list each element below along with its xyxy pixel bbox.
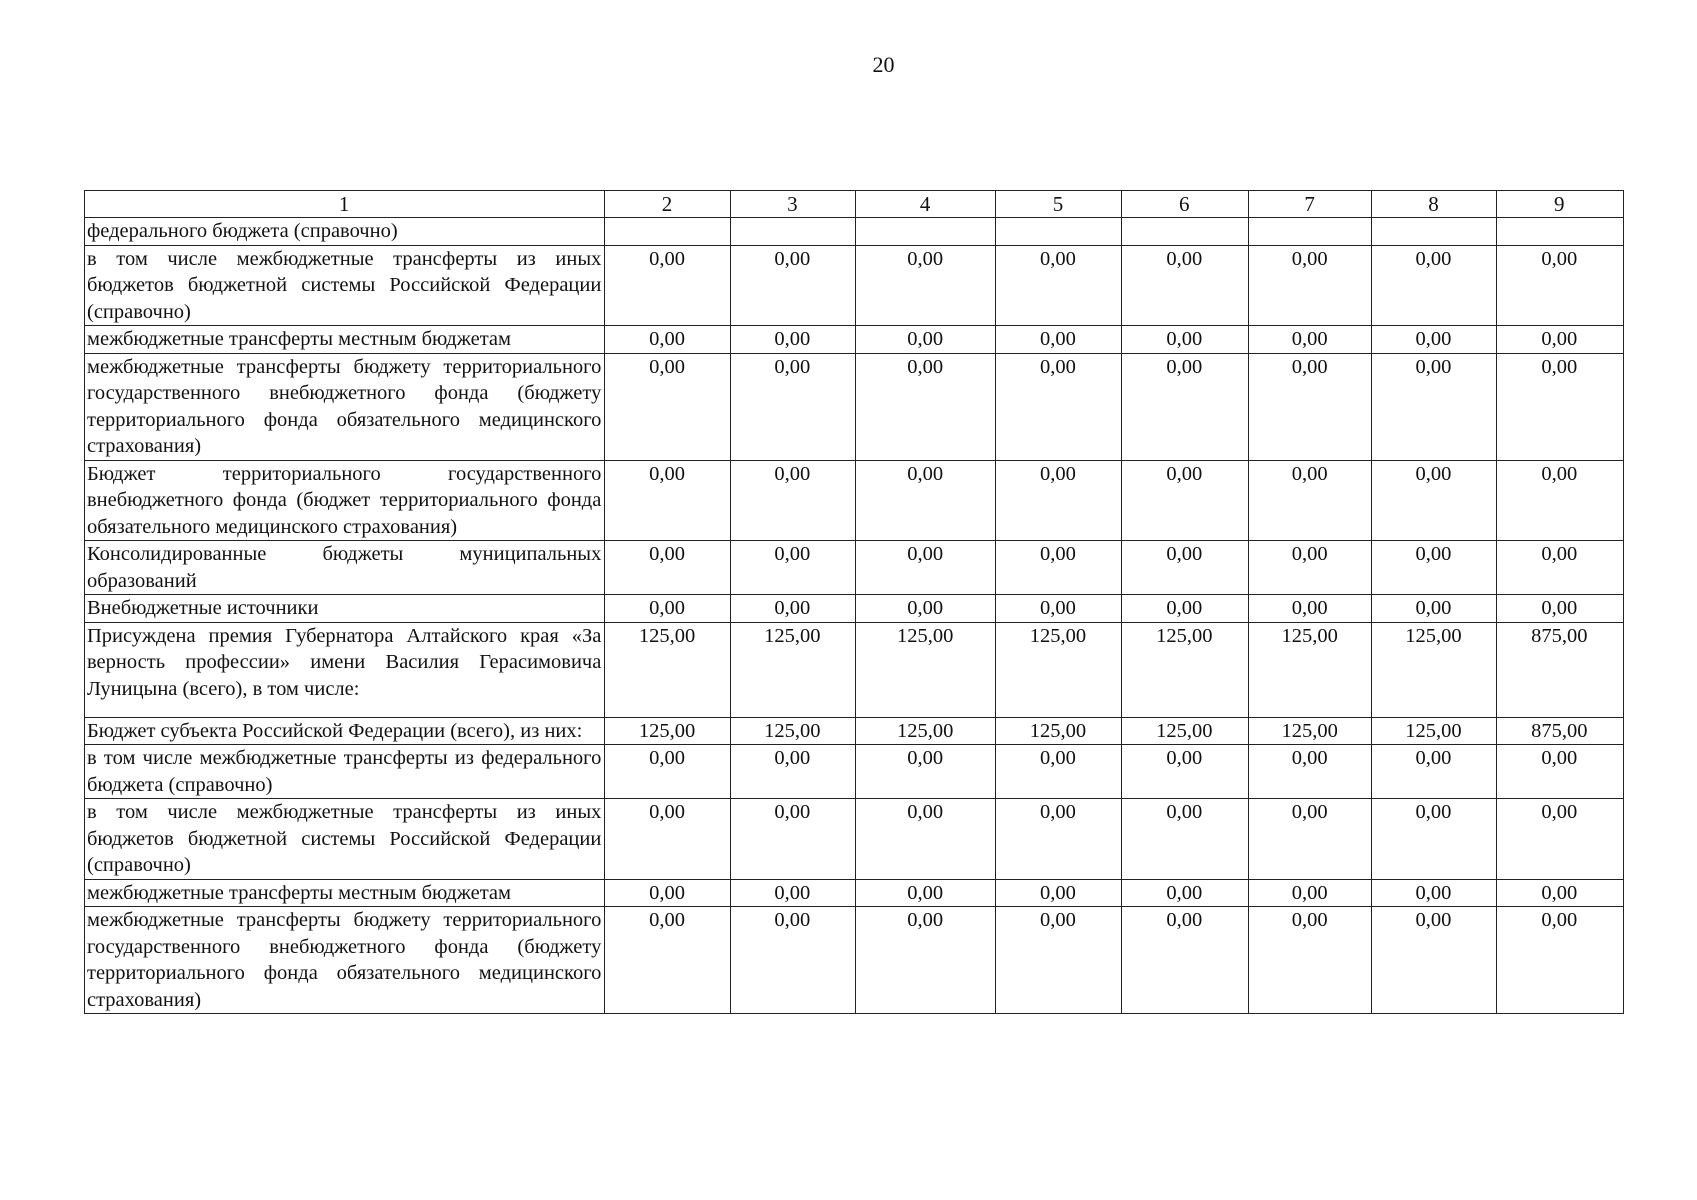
cell-value: 125,00 xyxy=(855,717,995,745)
cell-value: 0,00 xyxy=(1121,541,1248,595)
cell-value: 0,00 xyxy=(1121,326,1248,354)
cell-value: 0,00 xyxy=(1121,907,1248,1014)
cell-value: 0,00 xyxy=(996,879,1121,907)
row-label: Бюджет территориального государственного внебюджетного фонда (бюджет территориального фонда обязательного медицинского страхования) xyxy=(85,460,605,541)
cell-value: 0,00 xyxy=(855,595,995,623)
row-label: Присуждена премия Губернатора Алтайского края «За верность профессии» имени Василия Герасимовича Луницына (всего), в том числе: xyxy=(85,622,605,717)
cell-value: 0,00 xyxy=(1496,353,1623,460)
cell-value: 0,00 xyxy=(730,326,855,354)
cell-value: 0,00 xyxy=(1248,541,1371,595)
cell-value: 0,00 xyxy=(996,907,1121,1014)
row-label: межбюджетные трансферты местным бюджетам xyxy=(85,879,605,907)
cell-value: 0,00 xyxy=(855,879,995,907)
row-label: Внебюджетные источники xyxy=(85,595,605,623)
cell-value xyxy=(855,218,995,246)
cell-value: 0,00 xyxy=(730,541,855,595)
column-header: 1 xyxy=(85,191,605,218)
cell-value: 0,00 xyxy=(1121,245,1248,326)
cell-value: 125,00 xyxy=(605,717,730,745)
cell-value: 0,00 xyxy=(605,799,730,880)
table-row xyxy=(85,326,1624,354)
cell-value xyxy=(1248,218,1371,246)
cell-value: 0,00 xyxy=(1121,460,1248,541)
row-label: Бюджет субъекта Российской Федерации (всего), из них: xyxy=(85,717,605,745)
cell-value: 0,00 xyxy=(1121,745,1248,799)
cell-value: 125,00 xyxy=(1121,622,1248,717)
cell-value: 0,00 xyxy=(1372,353,1496,460)
table-row xyxy=(85,353,1624,460)
column-header: 6 xyxy=(1121,191,1248,218)
column-header: 5 xyxy=(996,191,1121,218)
table-row xyxy=(85,907,1624,1014)
cell-value: 0,00 xyxy=(1248,595,1371,623)
cell-value: 125,00 xyxy=(996,717,1121,745)
table-row xyxy=(85,799,1624,880)
cell-value: 125,00 xyxy=(1248,622,1371,717)
cell-value: 0,00 xyxy=(1248,799,1371,880)
cell-value xyxy=(605,218,730,246)
cell-value: 0,00 xyxy=(855,326,995,354)
cell-value: 0,00 xyxy=(730,745,855,799)
cell-value: 0,00 xyxy=(1248,879,1371,907)
row-label: в том числе межбюджетные трансферты из иных бюджетов бюджетной системы Российской Федерации (справочно) xyxy=(85,245,605,326)
cell-value: 0,00 xyxy=(730,245,855,326)
cell-value: 0,00 xyxy=(730,353,855,460)
table-row xyxy=(85,879,1624,907)
cell-value: 125,00 xyxy=(730,717,855,745)
cell-value: 0,00 xyxy=(1372,541,1496,595)
cell-value: 0,00 xyxy=(1121,879,1248,907)
cell-value: 0,00 xyxy=(730,879,855,907)
cell-value: 0,00 xyxy=(605,879,730,907)
cell-value: 0,00 xyxy=(730,595,855,623)
cell-value: 0,00 xyxy=(605,460,730,541)
cell-value: 0,00 xyxy=(1372,460,1496,541)
cell-value: 0,00 xyxy=(1121,799,1248,880)
column-header: 9 xyxy=(1496,191,1623,218)
cell-value: 0,00 xyxy=(1496,245,1623,326)
cell-value: 0,00 xyxy=(1372,879,1496,907)
cell-value: 0,00 xyxy=(605,907,730,1014)
column-header: 7 xyxy=(1248,191,1371,218)
column-header: 3 xyxy=(730,191,855,218)
table-row xyxy=(85,245,1624,326)
cell-value: 0,00 xyxy=(1496,541,1623,595)
cell-value: 0,00 xyxy=(1121,595,1248,623)
cell-value: 0,00 xyxy=(605,595,730,623)
cell-value: 0,00 xyxy=(1496,460,1623,541)
table-row xyxy=(85,595,1624,623)
cell-value: 875,00 xyxy=(1496,717,1623,745)
cell-value: 0,00 xyxy=(996,595,1121,623)
cell-value: 0,00 xyxy=(1496,907,1623,1014)
cell-value xyxy=(1496,218,1623,246)
cell-value xyxy=(730,218,855,246)
cell-value: 0,00 xyxy=(605,745,730,799)
cell-value: 0,00 xyxy=(855,799,995,880)
table-header-row xyxy=(85,191,1624,218)
cell-value: 0,00 xyxy=(855,353,995,460)
table-row xyxy=(85,717,1624,745)
cell-value: 0,00 xyxy=(996,541,1121,595)
cell-value: 0,00 xyxy=(996,799,1121,880)
cell-value: 0,00 xyxy=(730,460,855,541)
row-label: федерального бюджета (справочно) xyxy=(85,218,605,246)
row-label: межбюджетные трансферты бюджету территориального государственного внебюджетного фонда (бюджету территориального фонда обязательного медицинского страхования) xyxy=(85,907,605,1014)
cell-value: 125,00 xyxy=(1372,622,1496,717)
cell-value xyxy=(1121,218,1248,246)
cell-value: 125,00 xyxy=(1372,717,1496,745)
cell-value: 0,00 xyxy=(1372,595,1496,623)
cell-value: 0,00 xyxy=(1496,326,1623,354)
cell-value: 125,00 xyxy=(855,622,995,717)
cell-value: 0,00 xyxy=(730,907,855,1014)
cell-value: 0,00 xyxy=(1248,326,1371,354)
table-row xyxy=(85,622,1624,717)
cell-value: 0,00 xyxy=(605,245,730,326)
cell-value: 0,00 xyxy=(1121,353,1248,460)
row-label: межбюджетные трансферты местным бюджетам xyxy=(85,326,605,354)
page-number: 20 xyxy=(872,52,895,77)
column-header: 4 xyxy=(855,191,995,218)
cell-value: 0,00 xyxy=(605,541,730,595)
row-label: в том числе межбюджетные трансферты из иных бюджетов бюджетной системы Российской Федерации (справочно) xyxy=(85,799,605,880)
row-label: межбюджетные трансферты бюджету территориального государственного внебюджетного фонда (бюджету территориального фонда обязательного медицинского страхования) xyxy=(85,353,605,460)
table-row xyxy=(85,541,1624,595)
cell-value: 125,00 xyxy=(996,622,1121,717)
cell-value: 125,00 xyxy=(1248,717,1371,745)
cell-value: 0,00 xyxy=(1496,879,1623,907)
cell-value: 0,00 xyxy=(1372,245,1496,326)
cell-value: 0,00 xyxy=(996,353,1121,460)
cell-value: 0,00 xyxy=(996,745,1121,799)
cell-value xyxy=(996,218,1121,246)
cell-value: 0,00 xyxy=(730,799,855,880)
cell-value: 0,00 xyxy=(1372,799,1496,880)
cell-value: 125,00 xyxy=(730,622,855,717)
table-row xyxy=(85,460,1624,541)
column-header: 2 xyxy=(605,191,730,218)
column-header: 8 xyxy=(1372,191,1496,218)
cell-value: 0,00 xyxy=(996,326,1121,354)
table-row xyxy=(85,218,1624,246)
cell-value: 0,00 xyxy=(855,541,995,595)
row-label: в том числе межбюджетные трансферты из федерального бюджета (справочно) xyxy=(85,745,605,799)
cell-value: 125,00 xyxy=(1121,717,1248,745)
cell-value: 0,00 xyxy=(855,907,995,1014)
cell-value: 0,00 xyxy=(1248,460,1371,541)
cell-value: 0,00 xyxy=(1248,745,1371,799)
cell-value: 0,00 xyxy=(1372,745,1496,799)
cell-value: 0,00 xyxy=(1248,245,1371,326)
cell-value: 0,00 xyxy=(1248,353,1371,460)
cell-value: 0,00 xyxy=(855,245,995,326)
cell-value: 0,00 xyxy=(1496,595,1623,623)
cell-value: 0,00 xyxy=(855,745,995,799)
cell-value: 0,00 xyxy=(1372,907,1496,1014)
cell-value: 0,00 xyxy=(1496,745,1623,799)
cell-value: 0,00 xyxy=(1248,907,1371,1014)
cell-value: 875,00 xyxy=(1496,622,1623,717)
cell-value: 0,00 xyxy=(996,460,1121,541)
cell-value: 125,00 xyxy=(605,622,730,717)
budget-table xyxy=(84,190,1624,1014)
cell-value: 0,00 xyxy=(605,326,730,354)
row-label: Консолидированные бюджеты муниципальных образований xyxy=(85,541,605,595)
cell-value: 0,00 xyxy=(1372,326,1496,354)
table-row xyxy=(85,745,1624,799)
cell-value: 0,00 xyxy=(605,353,730,460)
cell-value xyxy=(1372,218,1496,246)
cell-value: 0,00 xyxy=(855,460,995,541)
cell-value: 0,00 xyxy=(1496,799,1623,880)
cell-value: 0,00 xyxy=(996,245,1121,326)
